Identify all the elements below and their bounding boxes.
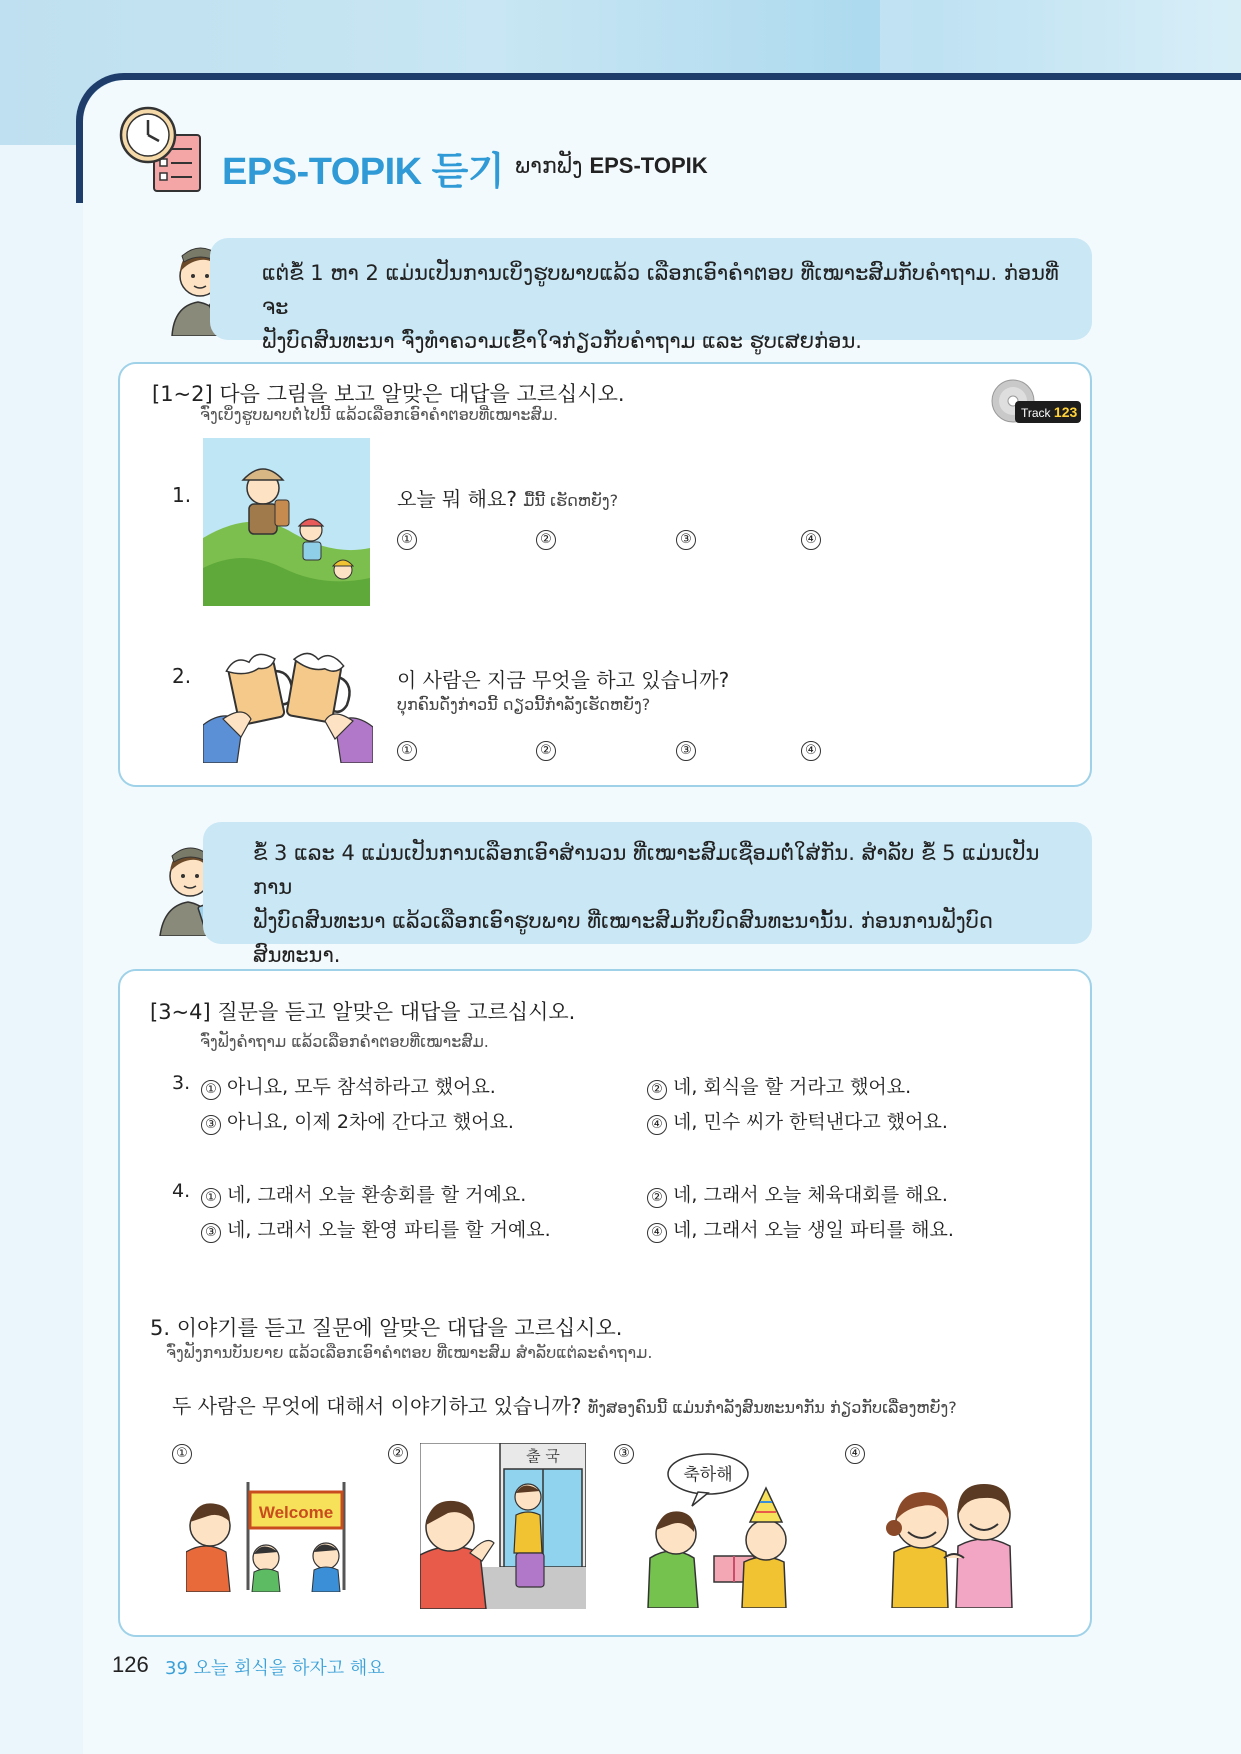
choice-mark: ② bbox=[647, 1188, 667, 1208]
choice-mark: ① bbox=[201, 1080, 221, 1100]
choice-mark: ① bbox=[397, 530, 417, 550]
question-5-lao: ທັງສອງຄົນນີ້ ແມ່ນກຳລັງສົນທະນາກັນ ກ່ຽວກັບເລື່ອງຫຍັງ? bbox=[587, 1398, 957, 1417]
choice-mark: ④ bbox=[801, 530, 821, 550]
choice-mark: ① bbox=[201, 1188, 221, 1208]
track-number: 123 bbox=[1053, 404, 1078, 420]
question-1-text bbox=[397, 483, 618, 512]
subtitle-lao: ພາກຟັງ bbox=[515, 154, 583, 179]
choice-mark: ③ bbox=[676, 530, 696, 550]
page-number: 126 bbox=[112, 1652, 149, 1677]
q2-choice-1[interactable] bbox=[397, 737, 417, 761]
instruction-bubble-1 bbox=[210, 238, 1092, 353]
q3-choice-2[interactable] bbox=[647, 1072, 911, 1100]
bubble1-line1: ແຕ່ຂໍ້ 1 ຫາ 2 ແມ່ນເປັນການເບິ່ງຮູບພາບແລ້ວ ເລືອກເອົາຄຳຕອບ ທີ່ເໝາະສົມກັບຄຳຖາມ. ກ່ອນທີ່ຈະ bbox=[262, 261, 1059, 319]
birthday-picture[interactable] bbox=[646, 1448, 816, 1612]
q3-choice-1[interactable] bbox=[201, 1072, 496, 1100]
q1-choice-4[interactable] bbox=[801, 526, 821, 550]
bubble2-line2: ຟັງບົດສົນທະນາ ແລ້ວເລືອກເອົາຮູບພາບ ທີ່ເໝາະສົມກັບບົດສົນທະນານັ້ນ. ກ່ອນການຟັງບົດສົນທະນາ. bbox=[253, 909, 993, 967]
q1-choice-1[interactable] bbox=[397, 526, 417, 550]
instruction-3-4: [3~4] 질문을 듣고 알맞은 대답을 고르십시오. bbox=[150, 1000, 576, 1024]
question-1-lao: ມື້ນີ້ ເຮັດຫຍັງ? bbox=[523, 491, 619, 510]
instruction-bubble-2 bbox=[203, 822, 1092, 967]
departure-picture[interactable] bbox=[420, 1443, 586, 1613]
chapter-title: 39 오늘 회식을 하자고 해요 bbox=[165, 1658, 385, 1679]
q3-choice-3-text: 아니요, 이제 2차에 간다고 했어요. bbox=[227, 1111, 514, 1133]
question-1-number: 1. bbox=[172, 483, 192, 507]
departure-sign-text: 출 국 bbox=[526, 1447, 560, 1465]
q4-choice-3[interactable] bbox=[201, 1215, 551, 1243]
q5-choice-4-mark[interactable]: ④ bbox=[845, 1444, 865, 1464]
subtitle-bold: EPS-TOPIK bbox=[589, 153, 708, 178]
welcome-sign-text: Welcome bbox=[258, 1503, 334, 1522]
bubble2-line1: ຂໍ້ 3 ແລະ 4 ແມ່ນເປັນການເລືອກເອົາສຳນວນ ທີ່ເໝາະສົມເຊື່ອມຕໍ່ໃສ່ກັນ. ສຳລັບ ຂໍ້ 5 ແມ່ນເປັນການ bbox=[253, 841, 1040, 899]
instruction-5-sub: ຈົ່ງຟັງການບັນຍາຍ ແລ້ວເລືອກເອົາຄຳຕອບ ທີ່ເໝາະສົມ ສຳລັບແຕ່ລະຄຳຖາມ. bbox=[166, 1343, 653, 1362]
q4-choice-3-text: 네, 그래서 오늘 환영 파티를 할 거예요. bbox=[227, 1219, 551, 1241]
cheers-picture bbox=[203, 645, 373, 767]
choice-mark: ③ bbox=[201, 1115, 221, 1135]
choice-mark: ② bbox=[536, 530, 556, 550]
question-2-text: 이 사람은 지금 무엇을 하고 있습니까? bbox=[397, 668, 730, 692]
clock-checklist-icon bbox=[118, 105, 206, 199]
section-title: EPS-TOPIK 듣기 bbox=[222, 151, 505, 193]
friends-picture[interactable] bbox=[884, 1466, 1034, 1612]
q5-choice-2-mark[interactable]: ② bbox=[388, 1444, 408, 1464]
instruction-1-2: [1~2] 다음 그림을 보고 알맞은 대답을 고르십시오. bbox=[152, 382, 625, 406]
section-subtitle bbox=[515, 153, 708, 179]
q5-choice-1-mark[interactable]: ① bbox=[172, 1444, 192, 1464]
choice-mark: ② bbox=[647, 1080, 667, 1100]
instruction-3-4-sub: ຈົ່ງຟັງຄຳຖາມ ແລ້ວເລືອກຄຳຕອບທີ່ເໝາະສົມ. bbox=[200, 1032, 489, 1051]
choice-mark: ④ bbox=[801, 741, 821, 761]
choice-mark: ③ bbox=[676, 741, 696, 761]
q1-choice-2[interactable] bbox=[536, 526, 556, 550]
q4-choice-1[interactable] bbox=[201, 1180, 526, 1208]
q3-choice-4-text: 네, 민수 씨가 한턱낸다고 했어요. bbox=[673, 1111, 948, 1133]
choice-mark: ① bbox=[397, 741, 417, 761]
instruction-5: 5. 이야기를 듣고 질문에 알맞은 대답을 고르십시오. bbox=[150, 1316, 623, 1340]
birthday-speech-text: 축하해 bbox=[683, 1465, 733, 1485]
hiking-picture bbox=[203, 438, 370, 610]
q5-choice-3-mark[interactable]: ③ bbox=[614, 1444, 634, 1464]
q1-choice-3[interactable] bbox=[676, 526, 696, 550]
q2-choice-4[interactable] bbox=[801, 737, 821, 761]
q4-choice-2-text: 네, 그래서 오늘 체육대회를 해요. bbox=[673, 1184, 948, 1206]
q4-choice-4-text: 네, 그래서 오늘 생일 파티를 해요. bbox=[673, 1219, 954, 1241]
welcome-picture[interactable] bbox=[186, 1462, 356, 1596]
q2-choice-2[interactable] bbox=[536, 737, 556, 761]
bubble1-line2: ຟັງບົດສົນທະນາ ຈົ່ງທຳຄວາມເຂົ້າໃຈກ່ຽວກັບຄຳຖາມ ແລະ ຮູບເສຍກ່ອນ. bbox=[262, 329, 862, 353]
question-1-korean: 오늘 뭐 해요? bbox=[397, 487, 517, 511]
choice-mark: ④ bbox=[647, 1115, 667, 1135]
choice-mark: ② bbox=[536, 741, 556, 761]
q4-choice-2[interactable] bbox=[647, 1180, 948, 1208]
question-5-korean: 두 사람은 무엇에 대해서 이야기하고 있습니까? bbox=[172, 1394, 582, 1418]
track-label: Track bbox=[1021, 406, 1051, 420]
q3-choice-2-text: 네, 회식을 할 거라고 했어요. bbox=[673, 1076, 912, 1098]
question-2-lao: ບຸກຄົນດັ່ງກ່າວນີ້ ດຽວນີ້ກຳລັງເຮັດຫຍັງ? bbox=[397, 695, 651, 714]
q3-choice-3[interactable] bbox=[201, 1107, 514, 1135]
q4-choice-1-text: 네, 그래서 오늘 환송회를 할 거예요. bbox=[227, 1184, 527, 1206]
q2-choice-3[interactable] bbox=[676, 737, 696, 761]
instruction-1-2-sub: ຈົ່ງເບິ່ງຮູບພາບຕໍ່ໄປນີ້ ແລ້ວເລືອກເອົາຄຳຕອບທີ່ເໝາະສົມ. bbox=[200, 405, 559, 424]
choice-mark: ③ bbox=[201, 1223, 221, 1243]
q4-choice-4[interactable] bbox=[647, 1215, 954, 1243]
question-2-number: 2. bbox=[172, 664, 192, 688]
q3-choice-1-text: 아니요, 모두 참석하라고 했어요. bbox=[227, 1076, 496, 1098]
question-5-text bbox=[172, 1390, 957, 1419]
choice-mark: ④ bbox=[647, 1223, 667, 1243]
question-3-number: 3. bbox=[172, 1072, 191, 1094]
track-badge[interactable] bbox=[1015, 401, 1081, 423]
question-4-number: 4. bbox=[172, 1180, 191, 1202]
q3-choice-4[interactable] bbox=[647, 1107, 948, 1135]
